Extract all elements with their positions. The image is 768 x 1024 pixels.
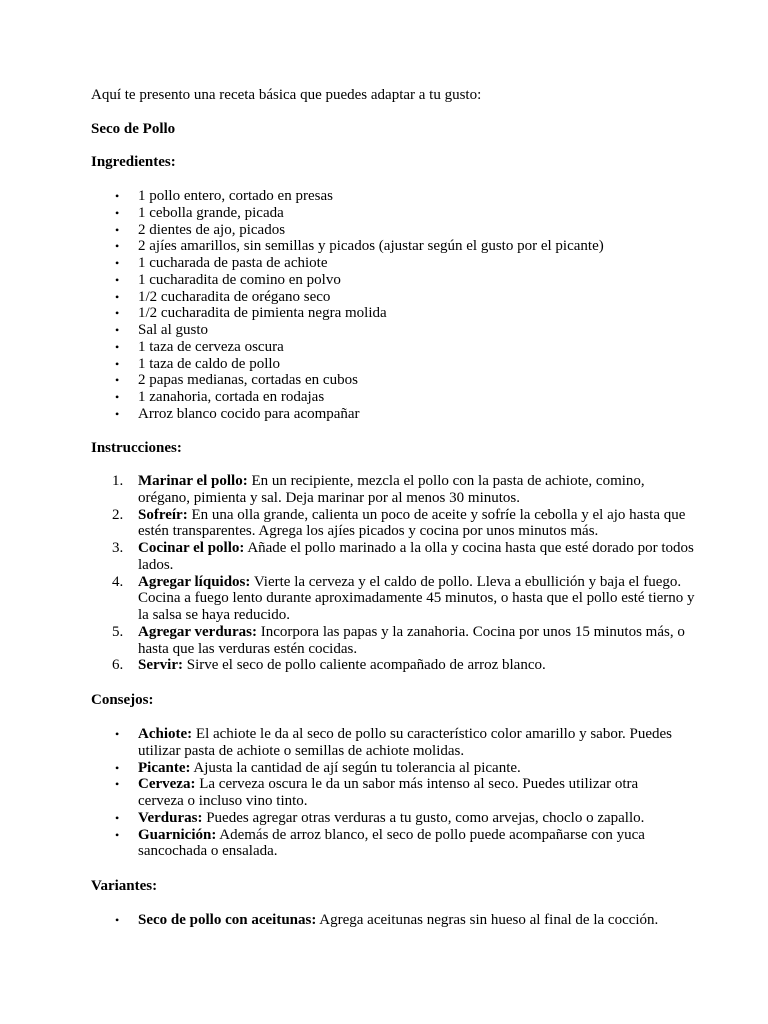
tip-label: Picante: (138, 759, 191, 776)
tip-item (0, 810, 678, 827)
variant-item (0, 912, 658, 929)
ingredient-item: • 1 cebolla grande, picada (0, 205, 604, 222)
tip-label: Achiote: (138, 726, 193, 742)
step-number: 2. (112, 506, 124, 523)
step-label: Marinar el pollo: (138, 473, 248, 489)
tip-text: Ajusta la cantidad de ají según tu tolerancia al picante. (190, 759, 521, 776)
ingredient-item: • 1 pollo entero, cortado en presas (0, 188, 604, 205)
instructions-list (0, 473, 698, 674)
ingredient-item: • 1/2 cucharadita de pimienta negra molida (0, 305, 604, 322)
ingredient-item: • 1 cucharadita de comino en polvo (0, 272, 604, 289)
step-number: 4. (112, 573, 124, 590)
tip-item (0, 726, 678, 760)
ingredient-item: • 1 cucharada de pasta de achiote (0, 255, 604, 272)
tip-text: Además de arroz blanco, el seco de pollo puede acompañarse con yuca sancochada o ensalada. (138, 826, 645, 860)
ingredient-item: • Arroz blanco cocido para acompañar (0, 406, 604, 423)
ingredient-item: • 1 zanahoria, cortada en rodajas (0, 389, 604, 406)
step-number: 6. (112, 657, 124, 674)
intro-text: Aquí te presento una receta básica que puedes adaptar a tu gusto: (91, 87, 482, 103)
step-label: Sofreír: (138, 506, 188, 523)
ingredient-item: • 2 dientes de ajo, picados (0, 222, 604, 239)
instruction-item (0, 540, 698, 574)
tip-item (0, 776, 678, 810)
tip-text: La cerveza oscura le da un sabor más intenso al seco. Puedes utilizar otra cerveza o incluso vino tinto. (138, 776, 639, 809)
step-text: En una olla grande, calienta un poco de aceite y sofríe la cebolla y el ajo hasta que estén transparentes. Agrega los ajíes picados y cocina por unos minutos más. (138, 506, 686, 540)
tip-text: El achiote le da al seco de pollo su característico color amarillo y sabor. Puedes utilizar pasta de achiote o semillas de achiote molidas. (138, 726, 672, 759)
step-label: Agregar verduras: (138, 623, 258, 640)
step-label: Agregar líquidos: (138, 573, 251, 590)
tip-label: Verduras: (138, 809, 203, 826)
tip-item (0, 827, 678, 861)
tips-list (0, 726, 678, 860)
tips-heading: Consejos: (91, 692, 154, 708)
step-text: Vierte la cerveza y el caldo de pollo. Lleva a ebullición y baja el fuego. Cocina a fuego lento durante aproximadamente 45 minutos, o hasta que el pollo esté tierno y la salsa se haya reducido. (138, 573, 695, 623)
step-text: Añade el pollo marinado a la olla y cocina hasta que esté dorado por todos lados. (138, 540, 694, 573)
instructions-heading: Instrucciones: (91, 440, 182, 456)
tip-label: Cerveza: (138, 776, 196, 793)
ingredient-item: • 2 papas medianas, cortadas en cubos (0, 372, 604, 389)
ingredients-heading: Ingredientes: (91, 154, 176, 170)
step-text: Incorpora las papas y la zanahoria. Cocina por unos 15 minutos más, o hasta que las verduras estén cocidas. (138, 623, 685, 657)
step-number: 1. (112, 473, 124, 489)
ingredient-item: • 2 ajíes amarillos, sin semillas y picados (ajustar según el gusto por el picante) (0, 238, 604, 255)
step-label: Servir: (138, 657, 183, 674)
instruction-item (0, 624, 698, 658)
step-label: Cocinar el pollo: (138, 540, 245, 556)
tip-label: Guarnición: (138, 826, 217, 843)
instruction-item (0, 574, 698, 624)
ingredient-item: • 1/2 cucharadita de orégano seco (0, 289, 604, 306)
step-number: 3. (112, 540, 124, 556)
step-text: Sirve el seco de pollo caliente acompañado de arroz blanco. (182, 657, 546, 674)
step-number: 5. (112, 623, 124, 640)
ingredient-item: • 1 taza de caldo de pollo (0, 356, 604, 373)
ingredients-list (0, 188, 604, 423)
instruction-item (0, 473, 698, 507)
variant-text: Agrega aceitunas negras sin hueso al final de la cocción. (316, 912, 659, 928)
ingredient-item: • 1 taza de cerveza oscura (0, 339, 604, 356)
instruction-item (0, 657, 698, 674)
tip-item (0, 760, 678, 777)
recipe-title: Seco de Pollo (91, 121, 176, 137)
variant-label: Seco de pollo con aceitunas: (138, 912, 317, 928)
instruction-item (0, 507, 698, 541)
ingredient-item: • Sal al gusto (0, 322, 604, 339)
step-text: En un recipiente, mezcla el pollo con la pasta de achiote, comino, orégano, pimienta y sal. Deja marinar por al menos 30 minutos. (138, 473, 645, 506)
variants-heading: Variantes: (91, 878, 158, 894)
tip-text: Puedes agregar otras verduras a tu gusto, como arvejas, choclo o zapallo. (202, 809, 645, 826)
variants-list (0, 912, 658, 929)
